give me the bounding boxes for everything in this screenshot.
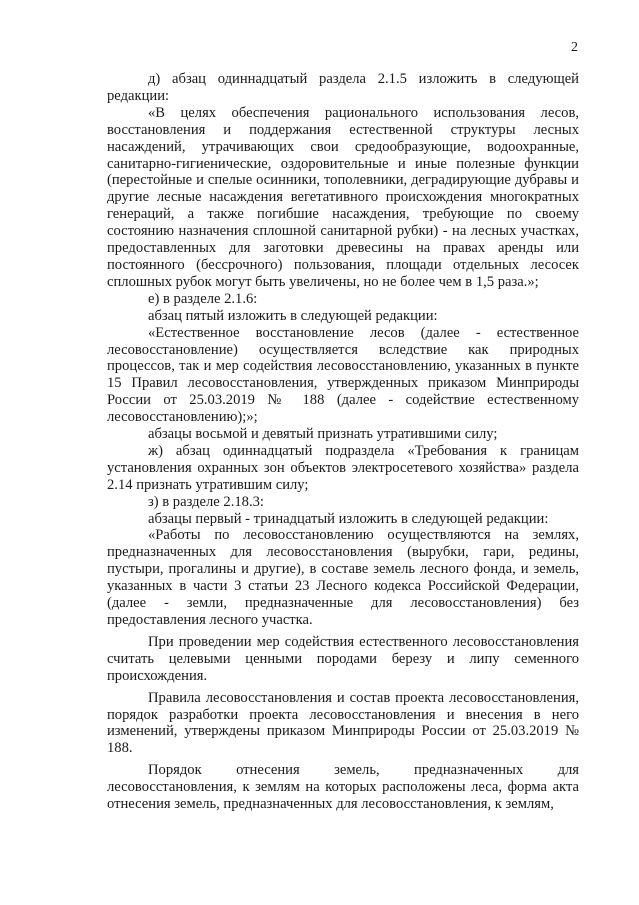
paragraph-rules-project: Правила лесовосстановления и состав проекта лесовосстановления, порядок разработки проекта лесовосстановления и внесения в него изменений, утверждены приказом Минприроды России от 25.03.2019 № 188.: [107, 689, 579, 757]
paragraph-quote-forest-restoration: «В целях обеспечения рационального использования лесов, восстановления и поддержания естественной структуры лесных насаждений, утрачивающих свои средообразующие, водоохранные, санитарно-гигиенические, оздоровительные и иные полезные функции (перестойные и спелые осинники, тополевники, деградирующие дубравы и другие лесные насаждения вегетативного происхождения многократных генераций, а также погибшие насаждения, требующие по своему состоянию назначения сплошной санитарной рубки) - на лесных участках, предоставленных для заготовки древесины на правах аренды или постоянного (бессрочного) пользования, площади отдельных лесосек сплошных рубок могут быть увеличены, но не более чем в 1,5 раза.»;: [107, 104, 579, 290]
paragraph-first-thirteenth: абзацы первый - тринадцатый изложить в следующей редакции:: [148, 510, 549, 527]
page-number: 2: [571, 40, 578, 55]
paragraph-amendment-zh: ж) абзац одиннадцатый подраздела «Требования к границам установления охранных зон объектов электросетевого хозяйства» раздела 2.14 признать утратившим силу;: [107, 442, 579, 493]
paragraph-land-assignment: Порядок отнесения земель, предназначенных для лесовосстановления, к землям на которых расположены леса, форма акта отнесения земель, предназначенных для лесовосстановления, к землям,: [107, 762, 579, 813]
paragraph-eighth-ninth-void: абзацы восьмой и девятый признать утратившими силу;: [148, 426, 498, 443]
paragraph-amendment-z: з) в разделе 2.18.3:: [148, 493, 264, 510]
paragraph-fifth-abzac: абзац пятый изложить в следующей редакции:: [148, 307, 438, 324]
document-body: [107, 71, 579, 813]
paragraph-amendment-d: д) абзац одиннадцатый раздела 2.1.5 изложить в следующей редакции:: [107, 71, 579, 104]
paragraph-target-species: При проведении мер содействия естественного лесовосстановления считать целевыми ценными породами березу и липу семенного происхождения.: [107, 633, 579, 684]
paragraph-quote-reforestation-work: «Работы по лесовосстановлению осуществляются на землях, предназначенных для лесовосстановления (вырубки, гари, редины, пустыри, прогалины и другие), в составе земель лесного фонда, и земель, указанных в части 3 статьи 23 Лесного кодекса Российской Федерации, (далее - земли, предназначенные для лесовосстановления) без предоставления лесного участка.: [107, 527, 579, 628]
paragraph-quote-natural-restoration: «Естественное восстановление лесов (далее - естественное лесовосстановление) осуществляется вследствие как природных процессов, так и мер содействия лесовосстановлению, указанных в пункте 15 Правил лесовосстановления, утвержденных приказом Минприроды России от 25.03.2019 № 188 (далее - содействие естественному лесовосстановлению);»;: [107, 324, 579, 426]
paragraph-amendment-e: е) в разделе 2.1.6:: [148, 290, 258, 307]
